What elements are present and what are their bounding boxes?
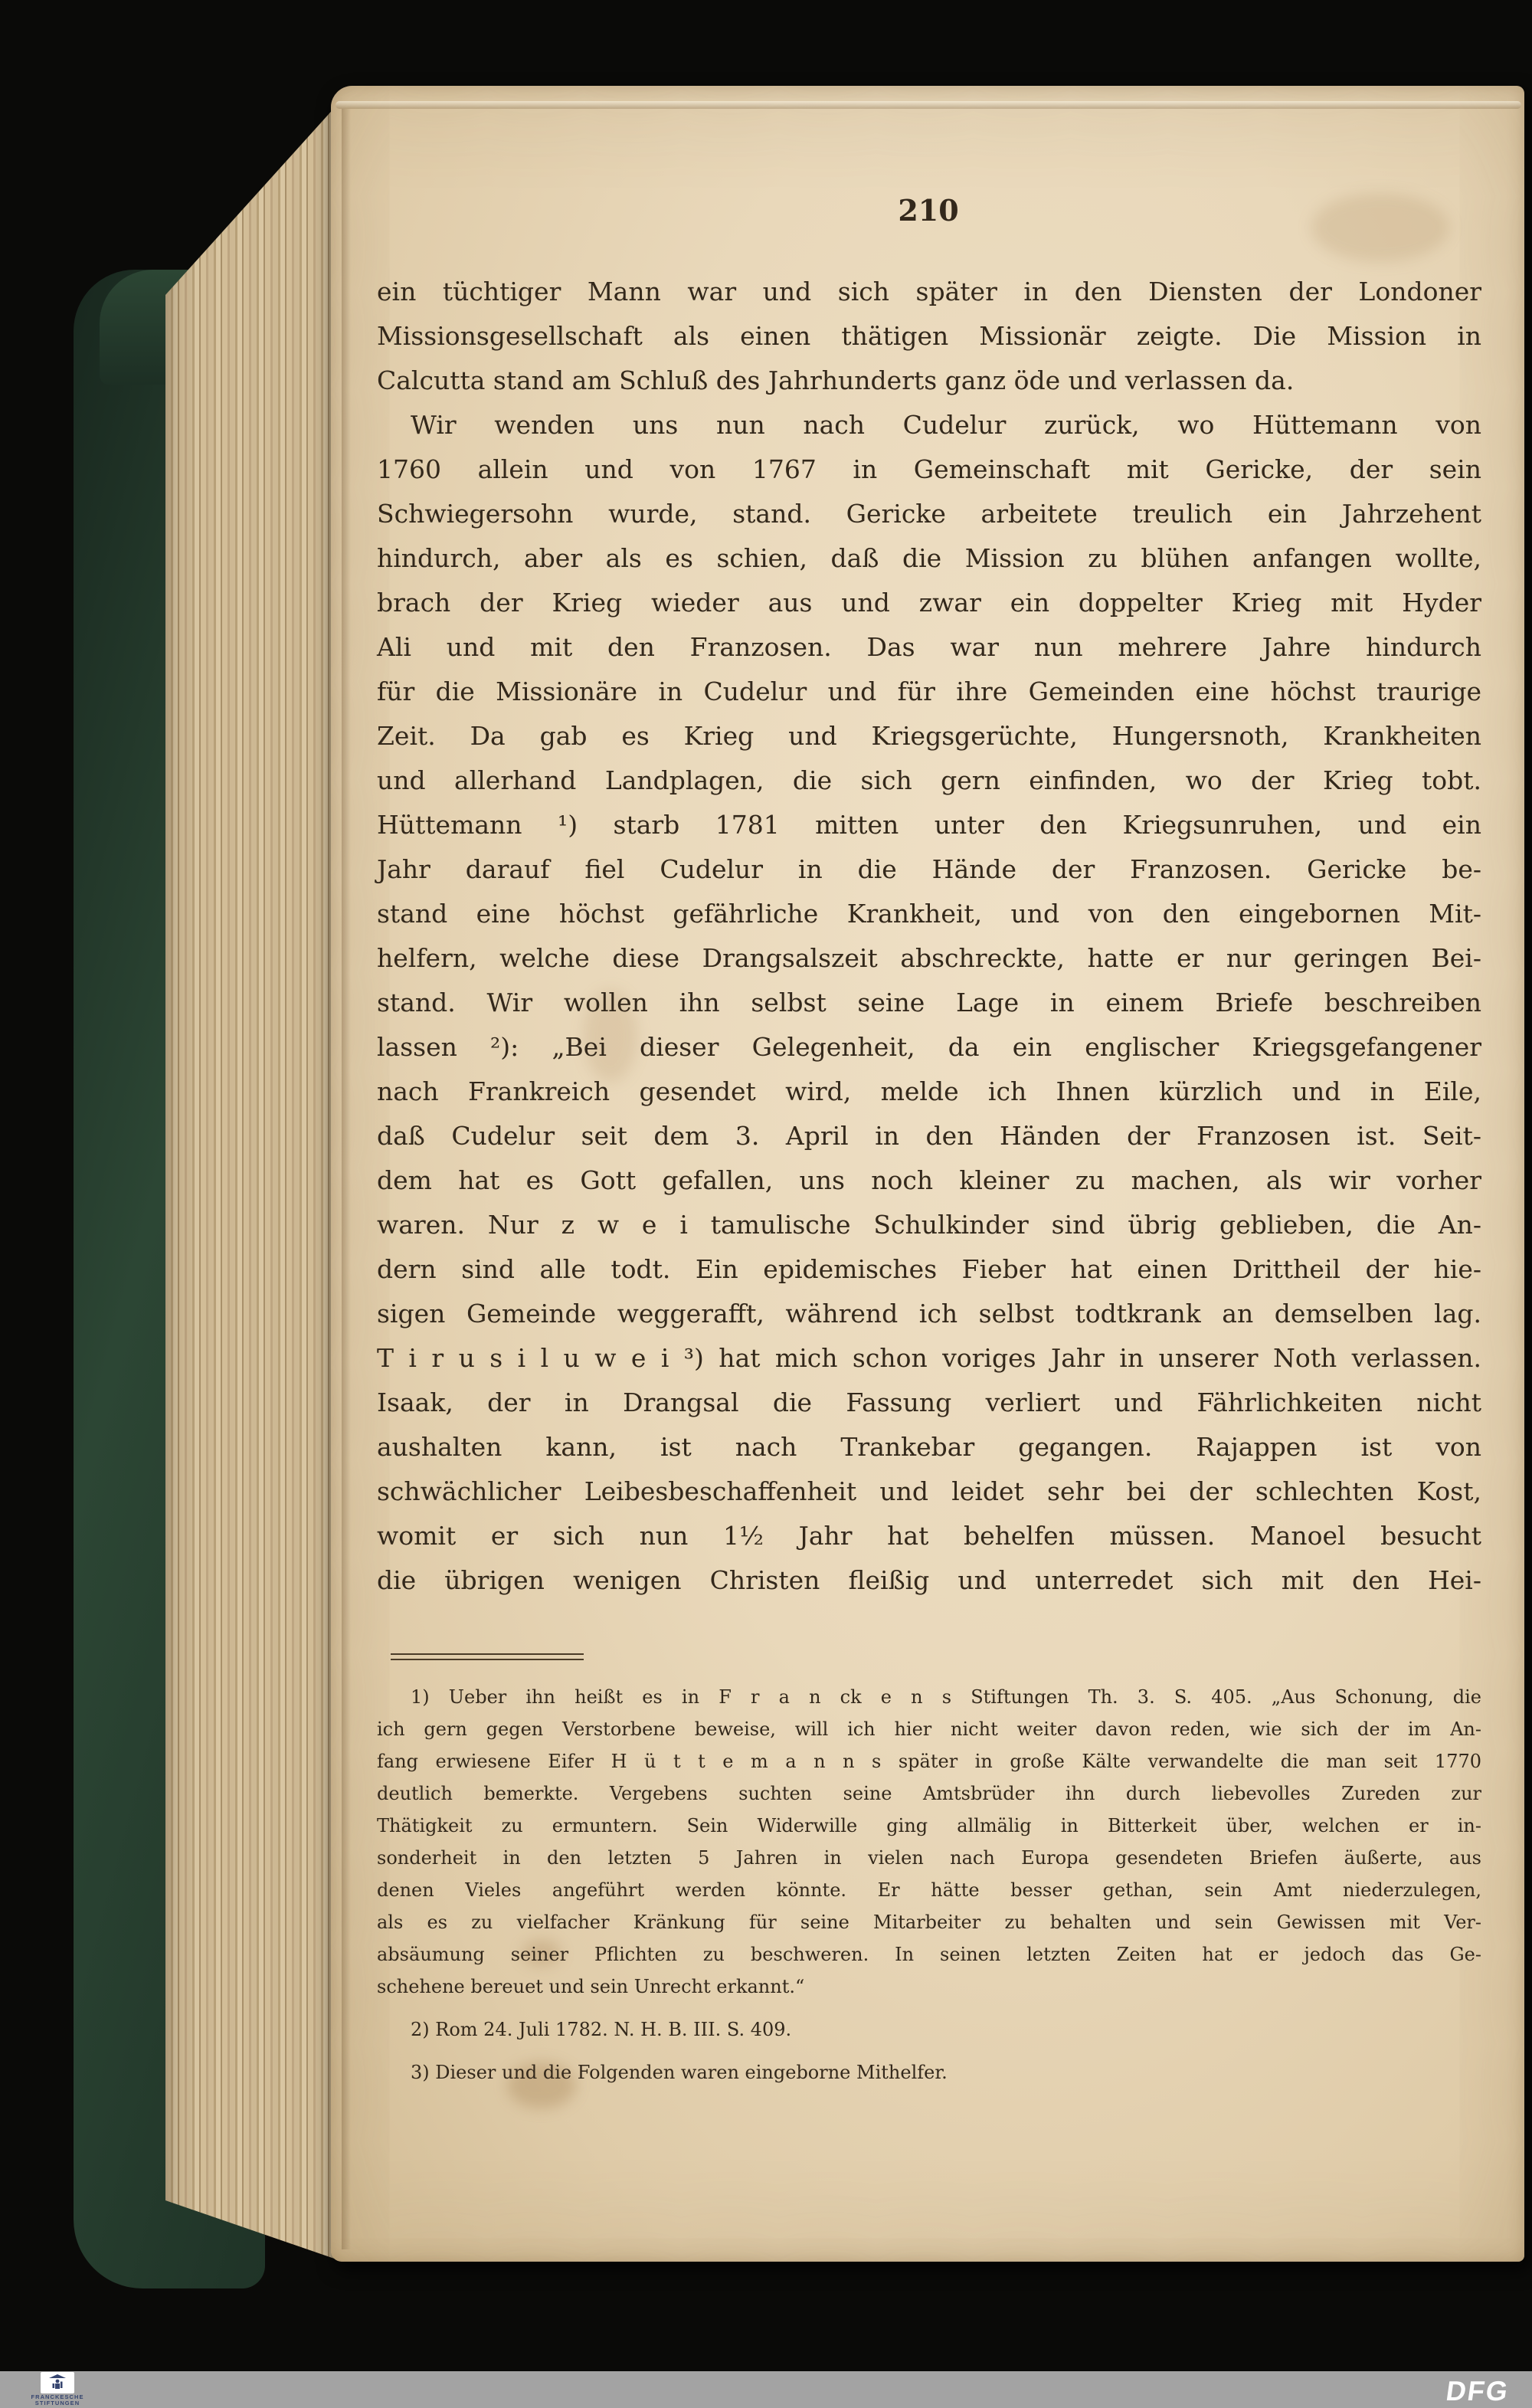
- text-line: Jahr darauf fiel Cudelur in die Hände der Franzosen. Gericke be-: [377, 854, 1481, 884]
- footnote-line: schehene bereuet und sein Unrecht erkannt.“: [377, 1976, 805, 1997]
- text-line: dern sind alle todt. Ein epidemisches Fieber hat einen Drittheil der hie-: [377, 1254, 1481, 1284]
- footnote-line: absäumung seiner Pflichten zu beschweren. In seinen letzten Zeiten hat er jedoch das Ge-: [377, 1944, 1481, 1965]
- franckesche-stiftungen-logo: [8, 2372, 107, 2406]
- footnote-line: fang erwiesene Eifer H ü t t e m a n n s später in große Kälte verwandelte die man seit 1770: [377, 1751, 1481, 1772]
- text-line: lassen ²): „Bei dieser Gelegenheit, da ein englischer Kriegsgefangener: [377, 1032, 1481, 1062]
- text-line: Missionsgesellschaft als einen thätigen Missionär zeigte. Die Mission in: [377, 321, 1481, 351]
- footnote: [377, 1681, 1481, 2003]
- page-stack-edges: [165, 92, 343, 2283]
- digitisation-footer-bar: [0, 2371, 1532, 2408]
- footnote-line: ich gern gegen Verstorbene beweise, will ich hier nicht weiter davon reden, wie sich der im An-: [377, 1718, 1481, 1740]
- text-line: brach der Krieg wieder aus und zwar ein doppelter Krieg mit Hyder: [377, 588, 1481, 618]
- footnote-line: 1) Ueber ihn heißt es in F r a n ck e n s Stiftungen Th. 3. S. 405. „Aus Schonung, die: [411, 1686, 1481, 1708]
- text-line: Wir wenden uns nun nach Cudelur zurück, wo Hüttemann von: [411, 410, 1481, 440]
- footnote-line: 2) Rom 24. Juli 1782. N. H. B. III. S. 409.: [411, 2019, 792, 2040]
- text-line: Hüttemann ¹) starb 1781 mitten unter den Kriegsunruhen, und ein: [377, 810, 1481, 840]
- text-line: Ali und mit den Franzosen. Das war nun mehrere Jahre hindurch: [377, 632, 1481, 662]
- library-figure-icon: [41, 2372, 74, 2393]
- text-line: schwächlicher Leibesbeschaffenheit und leidet sehr bei der schlechten Kost,: [377, 1476, 1481, 1506]
- text-line: stand eine höchst gefährliche Krankheit, und von den eingebornen Mit-: [377, 899, 1481, 929]
- text-line: aushalten kann, ist nach Trankebar gegangen. Rajappen ist von: [377, 1432, 1481, 1462]
- footnote-line: denen Vieles angeführt werden könnte. Er hätte besser gethan, sein Amt niederzulegen,: [377, 1879, 1481, 1901]
- text-line: Calcutta stand am Schluß des Jahrhunderts ganz öde und verlassen da.: [377, 365, 1295, 395]
- text-line: 1760 allein und von 1767 in Gemeinschaft mit Gericke, der sein: [377, 454, 1481, 484]
- text-line: dem hat es Gott gefallen, uns noch kleiner zu machen, als wir vorher: [377, 1165, 1481, 1195]
- footnote-line: Thätigkeit zu ermuntern. Sein Widerwille ging allmälig in Bitterkeit über, welchen er in-: [377, 1815, 1481, 1836]
- text-line: nach Frankreich gesendet wird, melde ich Ihnen kürzlich und in Eile,: [377, 1076, 1481, 1106]
- text-line: helfern, welche diese Drangsalszeit abschreckte, hatte er nur geringen Bei-: [377, 943, 1481, 973]
- text-line: für die Missionäre in Cudelur und für ihre Gemeinden eine höchst traurige: [377, 677, 1481, 706]
- text-line: und allerhand Landplagen, die sich gern einfinden, wo der Krieg tobt.: [377, 765, 1481, 795]
- text-line: stand. Wir wollen ihn selbst seine Lage in einem Briefe beschreiben: [377, 988, 1481, 1017]
- franckesche-stiftungen-label: FRANCKESCHE STIFTUNGEN: [31, 2393, 84, 2406]
- text-line: womit er sich nun 1½ Jahr hat behelfen müssen. Manoel besucht: [377, 1521, 1481, 1551]
- text-line: T i r u s i l u w e i ³) hat mich schon voriges Jahr in unserer Noth verlassen.: [377, 1343, 1481, 1373]
- text-line: daß Cudelur seit dem 3. April in den Händen der Franzosen ist. Seit-: [377, 1121, 1481, 1151]
- text-line: die übrigen wenigen Christen fleißig und unterredet sich mit den Hei-: [377, 1565, 1481, 1595]
- footnote-separator: [391, 1653, 584, 1660]
- footnote-line: als es zu vielfacher Kränkung für seine Mitarbeiter zu behalten und sein Gewissen mit Ver-: [377, 1912, 1481, 1933]
- main-text: [377, 270, 1481, 1603]
- footnote: [377, 2056, 1481, 2089]
- footnote-line: sonderheit in den letzten 5 Jahren in vielen nach Europa gesendeten Briefen äußerte, aus: [377, 1847, 1481, 1869]
- book-page: [331, 86, 1524, 2262]
- text-line: Schwiegersohn wurde, stand. Gericke arbeitete treulich ein Jahrzehent: [377, 499, 1481, 529]
- footnote-line: deutlich bemerkte. Vergebens suchten seine Amtsbrüder ihn durch liebevolles Zureden zur: [377, 1783, 1481, 1804]
- text-line: hindurch, aber als es schien, daß die Mission zu blühen anfangen wollte,: [377, 543, 1481, 573]
- footnotes: [377, 1681, 1481, 2089]
- text-line: Isaak, der in Drangsal die Fassung verliert und Fährlichkeiten nicht: [377, 1387, 1481, 1417]
- text-line: waren. Nur z w e i tamulische Schulkinder sind übrig geblieben, die An-: [377, 1210, 1481, 1240]
- text-line: sigen Gemeinde weggerafft, während ich selbst todtkrank an demselben lag.: [377, 1299, 1481, 1328]
- text-line: ein tüchtiger Mann war und sich später in den Diensten der Londoner: [377, 277, 1481, 306]
- text-line: Zeit. Da gab es Krieg und Kriegsgerüchte, Hungersnoth, Krankheiten: [377, 721, 1481, 751]
- footnote-line: 3) Dieser und die Folgenden waren eingeborne Mithelfer.: [411, 2062, 948, 2083]
- dfg-logo: DFG: [1444, 2375, 1511, 2406]
- footnote: [377, 2013, 1481, 2046]
- page-number: 210: [898, 193, 959, 228]
